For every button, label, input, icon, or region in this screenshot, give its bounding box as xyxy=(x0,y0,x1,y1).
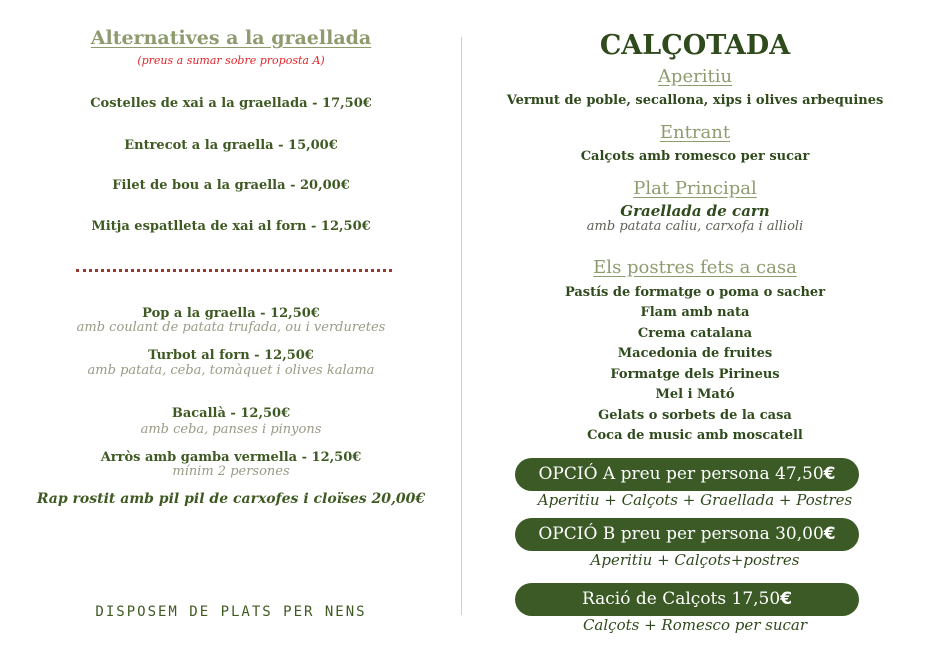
fish-item-name: Turbot al forn - 12,50€ xyxy=(148,348,314,363)
grill-item: Mitja espatlleta de xai al forn - 12,50€ xyxy=(91,219,371,234)
aperitiu-item: Vermut de poble, secallona, xips i olives arbequines xyxy=(506,93,884,108)
kids-notice: DISPOSEM DE PLATS PER NENS xyxy=(95,604,367,620)
option-a-label: OPCIÓ A preu per persona 47,50 xyxy=(538,464,824,484)
postres-item: Formatge dels Pirineus xyxy=(610,367,780,382)
option-b-pill xyxy=(515,518,859,551)
option-a-desc: Aperitiu + Calçots + Graellada + Postres xyxy=(537,491,853,509)
fish-item-desc: amb coulant de patata trufada, ou i verduretes xyxy=(76,320,386,335)
fish-item-desc: mínim 2 persones xyxy=(172,464,290,479)
racio-desc: Calçots + Romesco per sucar xyxy=(582,616,808,634)
racio-pill xyxy=(515,583,859,616)
postres-item: Pastís de formatge o poma o sacher xyxy=(564,285,826,300)
grill-item: Filet de bou a la graella - 20,00€ xyxy=(112,178,350,193)
calcotada-title: CALÇOTADA xyxy=(599,30,791,61)
dotted-divider xyxy=(76,269,392,272)
option-b-label: OPCIÓ B preu per persona 30,00 xyxy=(538,524,824,544)
postres-title: Els postres fets a casa xyxy=(593,257,797,278)
alternatives-title: Alternatives a la graellada xyxy=(90,27,372,49)
entrant-title: Entrant xyxy=(659,122,731,143)
euro-symbol: € xyxy=(780,589,793,609)
grill-item: Entrecot a la graella - 15,00€ xyxy=(124,138,338,153)
postres-item: Macedonia de fruites xyxy=(617,346,773,361)
euro-symbol: € xyxy=(823,524,836,544)
option-a-pill xyxy=(515,458,859,491)
aperitiu-title: Aperitiu xyxy=(657,66,733,87)
entrant-item: Calçots amb romesco per sucar xyxy=(580,149,810,164)
option-b-desc: Aperitiu + Calçots+postres xyxy=(590,551,800,569)
postres-item: Gelats o sorbets de la casa xyxy=(598,408,792,423)
postres-item: Crema catalana xyxy=(637,326,753,341)
postres-item: Flam amb nata xyxy=(640,305,750,320)
fish-item-desc: amb ceba, panses i pinyons xyxy=(140,422,322,437)
fish-item-desc: amb patata, ceba, tomàquet i olives kalama xyxy=(87,363,375,378)
principal-item: Graellada de carn xyxy=(620,202,770,220)
euro-symbol: € xyxy=(823,464,836,484)
postres-item: Coca de music amb moscatell xyxy=(587,428,803,443)
alternatives-note: (preus a sumar sobre proposta A) xyxy=(137,54,325,67)
racio-label: Ració de Calçots 17,50 xyxy=(581,589,781,609)
postres-item: Mel i Mató xyxy=(655,387,735,402)
grill-item: Costelles de xai a la graellada - 17,50€ xyxy=(90,96,372,111)
principal-title: Plat Principal xyxy=(633,178,757,199)
fish-item-name: Pop a la graella - 12,50€ xyxy=(142,306,320,321)
column-divider xyxy=(461,37,462,615)
fish-item-name: Bacallà - 12,50€ xyxy=(171,406,291,421)
fish-item-name: Arròs amb gamba vermella - 12,50€ xyxy=(100,450,362,465)
principal-desc: amb patata caliu, carxofa i allioli xyxy=(586,219,804,234)
rap-item: Rap rostit amb pil pil de carxofes i cloïses 20,00€ xyxy=(36,491,426,507)
